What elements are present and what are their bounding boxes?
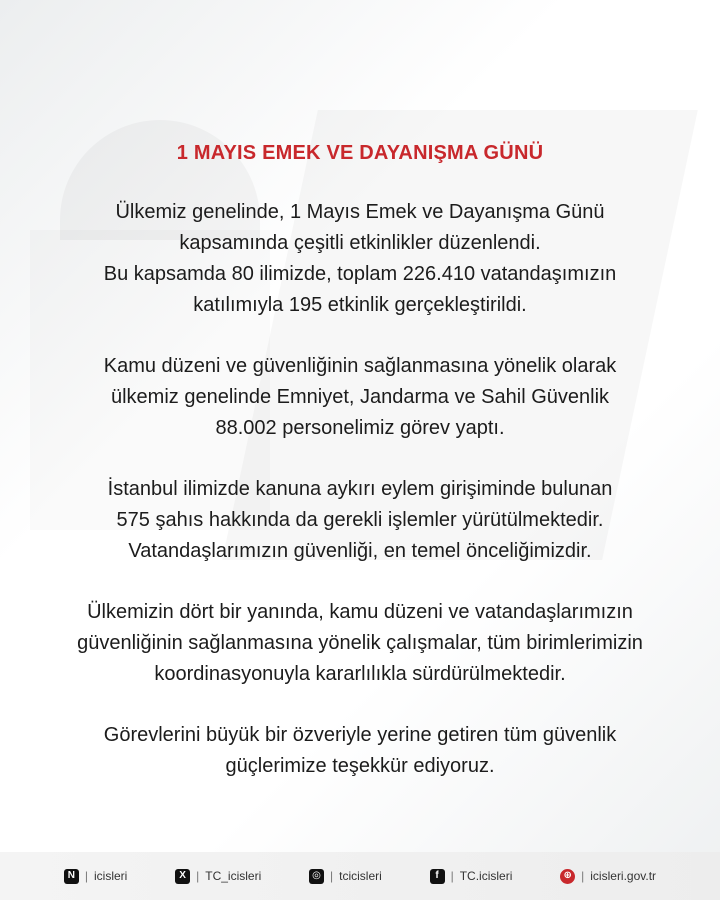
text-line: 575 şahıs hakkında da gerekli işlemler yürütülmektedir. <box>116 509 604 531</box>
text-line: 88.002 personelimiz görev yaptı. <box>215 417 505 439</box>
social-next-sosyal[interactable] <box>64 869 127 884</box>
next-sosyal-icon: N <box>64 869 79 884</box>
paragraph <box>30 197 690 321</box>
announcement-body <box>30 197 690 812</box>
social-website[interactable] <box>560 869 656 884</box>
text-line: güvenliğinin sağlanmasına yönelik çalışmalar, tüm birimlerimizin <box>77 632 643 654</box>
text-line: Ülkemiz genelinde, 1 Mayıs Emek ve Dayanışma Günü <box>115 201 605 223</box>
facebook-icon: f <box>430 869 445 884</box>
page-title: 1 MAYIS EMEK VE DAYANIŞMA GÜNÜ <box>176 142 544 164</box>
text-line: Ülkemizin dört bir yanında, kamu düzeni ve vatandaşlarımızın <box>87 601 633 623</box>
social-facebook[interactable] <box>430 869 513 884</box>
paragraph <box>30 351 690 444</box>
social-footer <box>0 852 720 900</box>
separator: | <box>581 869 585 883</box>
text-line: Vatandaşlarımızın güvenliği, en temel önceliğimizdir. <box>128 540 592 562</box>
social-handle: icisleri <box>94 869 128 883</box>
social-handle: TC_icisleri <box>205 869 262 883</box>
globe-icon: ⊕ <box>560 869 575 884</box>
separator: | <box>330 869 334 883</box>
social-handle: TC.icisleri <box>459 869 513 883</box>
text-line: Bu kapsamda 80 ilimizde, toplam 226.410 vatandaşımızın <box>103 263 617 285</box>
social-x[interactable] <box>175 869 261 884</box>
paragraph <box>30 597 690 690</box>
social-handle: tcicisleri <box>339 869 382 883</box>
text-line: İstanbul ilimizde kanuna aykırı eylem girişiminde bulunan <box>107 478 613 500</box>
social-instagram[interactable] <box>309 869 382 884</box>
paragraph <box>30 720 690 782</box>
text-line: kapsamında çeşitli etkinlikler düzenlendi. <box>179 232 541 254</box>
x-icon: X <box>175 869 190 884</box>
separator: | <box>84 869 88 883</box>
text-line: güçlerimize teşekkür ediyoruz. <box>225 755 495 777</box>
text-line: koordinasyonuyla kararlılıkla sürdürülmektedir. <box>154 663 566 685</box>
text-line: Kamu düzeni ve güvenliğinin sağlanmasına yönelik olarak <box>103 355 617 377</box>
separator: | <box>196 869 200 883</box>
instagram-icon: ◎ <box>309 869 324 884</box>
website-link: icisleri.gov.tr <box>590 869 657 883</box>
paragraph <box>30 474 690 567</box>
text-line: Görevlerini büyük bir özveriyle yerine getiren tüm güvenlik <box>103 724 617 746</box>
separator: | <box>450 869 454 883</box>
text-line: ülkemiz genelinde Emniyet, Jandarma ve Sahil Güvenlik <box>110 386 610 408</box>
text-line: katılımıyla 195 etkinlik gerçekleştirildi. <box>193 294 527 316</box>
